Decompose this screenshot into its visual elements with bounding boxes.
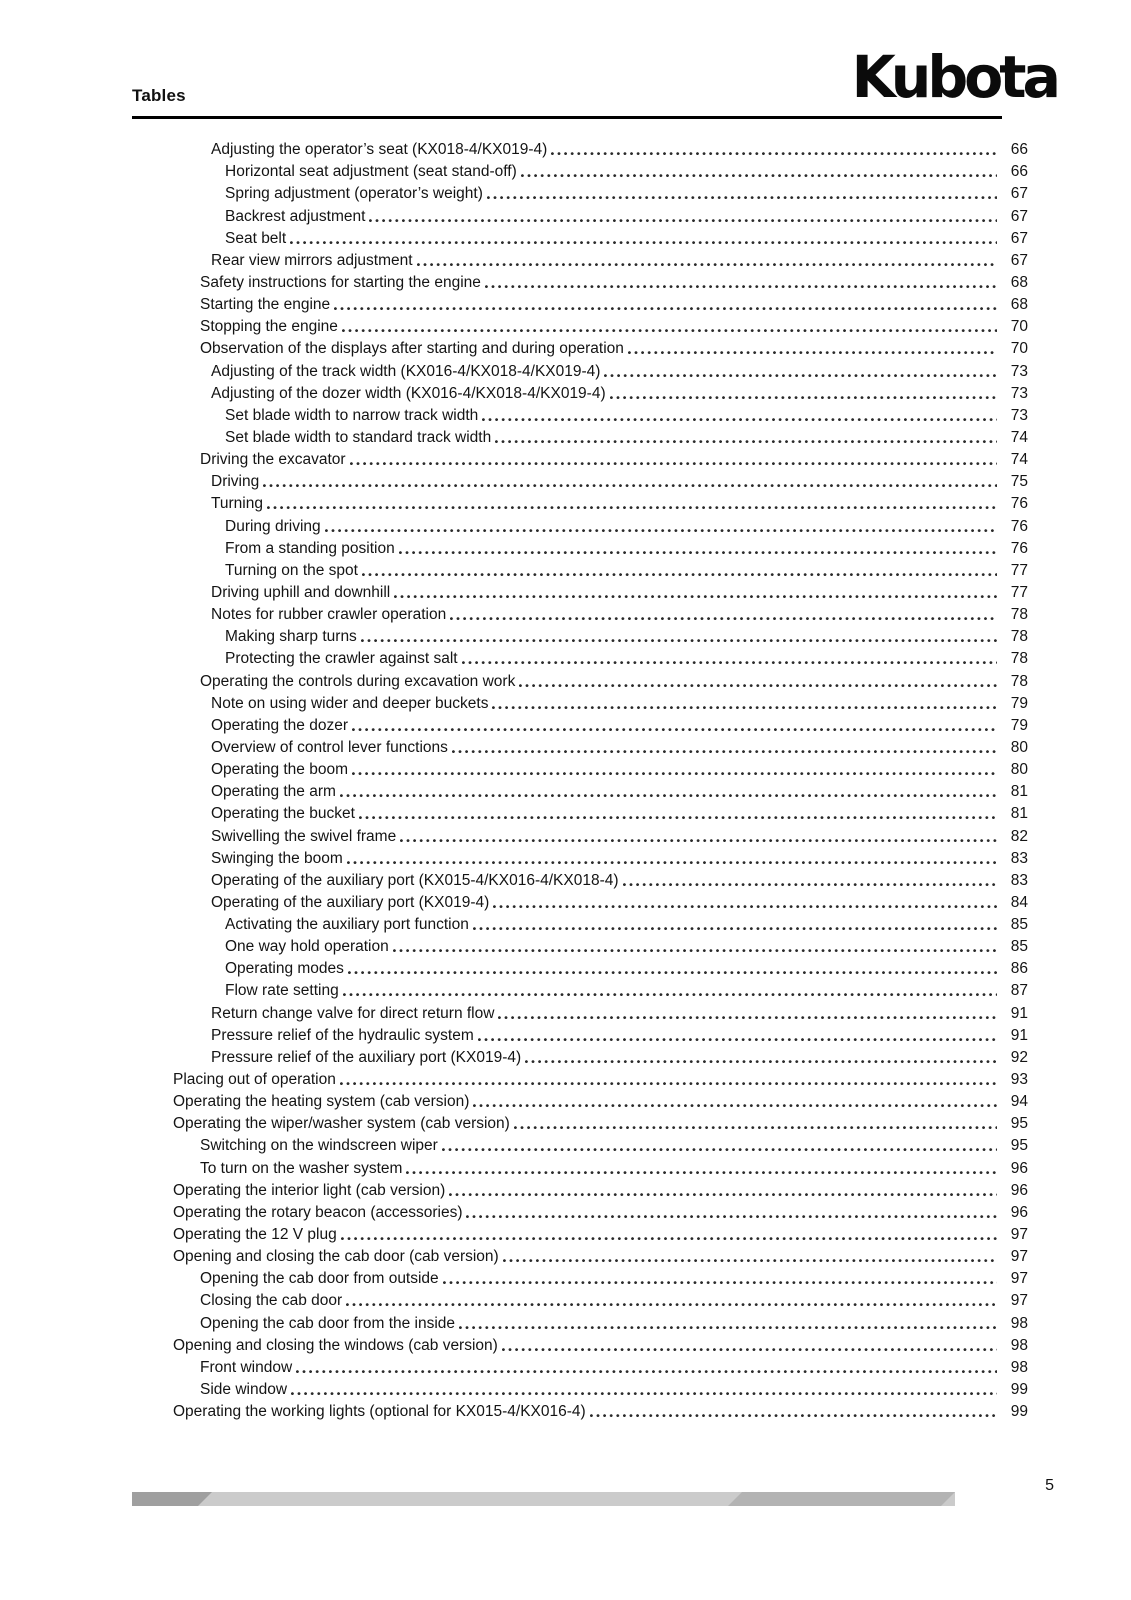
toc-entry[interactable]: [132, 869, 1028, 891]
toc-entry-page: 85: [1010, 916, 1028, 934]
dot-leader: [623, 883, 997, 887]
toc-entry[interactable]: [132, 1201, 1028, 1223]
toc-entry-label: Driving uphill and downhill: [211, 583, 391, 601]
dot-leader: [502, 1348, 997, 1352]
toc-entry-page: 75: [1010, 473, 1028, 491]
toc-entry-page: 99: [1010, 1403, 1028, 1421]
toc-entry[interactable]: [132, 780, 1028, 802]
toc-entry-page: 79: [1010, 716, 1028, 734]
toc-entry[interactable]: [132, 448, 1028, 470]
dot-leader: [343, 993, 997, 997]
toc-entry-label: Operating the interior light (cab version): [173, 1181, 446, 1199]
toc-entry-page: 66: [1010, 141, 1028, 159]
toc-entry-page: 68: [1010, 273, 1028, 291]
toc-entry-label: Horizontal seat adjustment (seat stand-off): [225, 163, 517, 181]
toc-entry-label: Stopping the engine: [200, 318, 338, 336]
dot-leader: [493, 905, 997, 909]
toc-entry-page: 95: [1010, 1115, 1028, 1133]
toc-entry-page: 80: [1010, 761, 1028, 779]
dot-leader: [359, 816, 997, 820]
toc-entry[interactable]: [132, 1356, 1028, 1378]
toc-entry-page: 78: [1010, 650, 1028, 668]
dot-leader: [325, 529, 997, 533]
toc-entry[interactable]: [132, 359, 1028, 381]
toc-entry[interactable]: [132, 1024, 1028, 1046]
toc-entry-label: Seat belt: [225, 229, 287, 247]
dot-leader: [551, 152, 997, 156]
toc-entry[interactable]: [132, 647, 1028, 669]
toc-entry-page: 77: [1010, 561, 1028, 579]
toc-entry-page: 68: [1010, 296, 1028, 314]
toc-entry-label: Opening the cab door from the inside: [200, 1314, 456, 1332]
dot-leader: [290, 241, 997, 245]
toc-entry-label: Operating the working lights (optional for KX015-4/KX016-4): [173, 1403, 586, 1421]
toc-entry[interactable]: [132, 138, 1028, 160]
toc-entry-label: Safety instructions for starting the engine: [200, 273, 481, 291]
toc-entry-page: 77: [1010, 583, 1028, 601]
toc-entry[interactable]: [132, 1223, 1028, 1245]
toc-entry[interactable]: [132, 1334, 1028, 1356]
toc-entry-label: Operating of the auxiliary port (KX019-4): [211, 893, 490, 911]
dot-leader: [342, 329, 997, 333]
toc-entry-label: Operating the dozer: [211, 716, 349, 734]
toc-entry-label: Switching on the windscreen wiper: [200, 1137, 438, 1155]
dot-leader: [449, 1193, 997, 1197]
toc-entry-label: Operating of the auxiliary port (KX015-4/KX016-4/KX018-4): [211, 871, 619, 889]
toc-entry-label: Backrest adjustment: [225, 207, 366, 225]
toc-entry[interactable]: [132, 1267, 1028, 1289]
dot-leader: [525, 1060, 997, 1064]
toc-entry-page: 73: [1010, 384, 1028, 402]
toc-entry[interactable]: [132, 470, 1028, 492]
toc-entry-label: To turn on the washer system: [200, 1159, 403, 1177]
toc-entry-label: Operating the boom: [211, 761, 349, 779]
toc-entry-label: Note on using wider and deeper buckets: [211, 694, 489, 712]
toc-entry-page: 81: [1010, 805, 1028, 823]
decoration-segment-mid: [728, 1492, 955, 1506]
toc-entry[interactable]: [132, 802, 1028, 824]
toc-entry[interactable]: [132, 824, 1028, 846]
toc-entry-page: 86: [1010, 960, 1028, 978]
toc-entry[interactable]: [132, 847, 1028, 869]
toc-entry-label: Operating the wiper/washer system (cab version): [173, 1115, 510, 1133]
toc-entry-page: 97: [1010, 1248, 1028, 1266]
toc-entry-label: Notes for rubber crawler operation: [211, 606, 447, 624]
toc-entry-label: Set blade width to standard track width: [225, 428, 492, 446]
dot-leader: [495, 440, 997, 444]
toc-entry-page: 96: [1010, 1181, 1028, 1199]
toc-entry-label: Operating the bucket: [211, 805, 355, 823]
toc-entry-label: Side window: [200, 1381, 288, 1399]
dot-leader: [347, 861, 997, 865]
toc-entry[interactable]: [132, 559, 1028, 581]
toc-entry-page: 98: [1010, 1358, 1028, 1376]
toc-entry[interactable]: [132, 315, 1028, 337]
toc-entry-page: 96: [1010, 1203, 1028, 1221]
toc-entry-label: Adjusting of the track width (KX016-4/KX018-4/KX019-4): [211, 362, 601, 380]
toc-entry-label: Adjusting of the dozer width (KX016-4/KX018-4/KX019-4): [211, 384, 606, 402]
toc-entry-page: 93: [1010, 1071, 1028, 1089]
toc-entry-page: 97: [1010, 1292, 1028, 1310]
dot-leader: [610, 396, 997, 400]
toc-entry-page: 98: [1010, 1314, 1028, 1332]
toc-entry-page: 66: [1010, 163, 1028, 181]
dot-leader: [399, 551, 997, 555]
dot-leader: [487, 196, 997, 200]
toc-entry-label: Opening and closing the windows (cab version): [173, 1336, 498, 1354]
toc-entry[interactable]: [132, 1289, 1028, 1311]
dot-leader: [521, 174, 997, 178]
toc-entry-label: Set blade width to narrow track width: [225, 406, 479, 424]
dot-leader: [340, 794, 997, 798]
toc-entry[interactable]: [132, 1046, 1028, 1068]
dot-leader: [291, 1392, 997, 1396]
toc-entry[interactable]: [132, 1090, 1028, 1112]
toc-entry[interactable]: [132, 979, 1028, 1001]
toc-entry-page: 83: [1010, 849, 1028, 867]
toc-entry[interactable]: [132, 935, 1028, 957]
toc-entry-page: 92: [1010, 1048, 1028, 1066]
toc-entry-label: Observation of the displays after starting and during operation: [200, 340, 624, 358]
dot-leader: [482, 418, 997, 422]
toc-entry[interactable]: [132, 625, 1028, 647]
dot-leader: [362, 573, 997, 577]
toc-entry-page: 78: [1010, 606, 1028, 624]
toc-entry-label: Starting the engine: [200, 296, 331, 314]
dot-leader: [503, 1259, 997, 1263]
dot-leader: [450, 617, 997, 621]
toc-entry[interactable]: [132, 669, 1028, 691]
toc-entry-page: 85: [1010, 938, 1028, 956]
dot-leader: [350, 462, 997, 466]
dot-leader: [340, 1082, 997, 1086]
toc-list: [132, 138, 1028, 1422]
toc-entry[interactable]: [132, 1068, 1028, 1090]
toc-entry-page: 76: [1010, 495, 1028, 513]
toc-entry-label: Operating the heating system (cab version): [173, 1093, 470, 1111]
dot-leader: [393, 949, 997, 953]
toc-entry[interactable]: [132, 426, 1028, 448]
toc-entry-label: Adjusting the operator’s seat (KX018-4/KX019-4): [211, 141, 548, 159]
dot-leader: [406, 1171, 997, 1175]
dot-leader: [334, 307, 997, 311]
toc-entry-label: Activating the auxiliary port function: [225, 916, 469, 934]
header-rule: [132, 116, 1002, 119]
toc-entry-page: 94: [1010, 1093, 1028, 1111]
toc-entry[interactable]: [132, 204, 1028, 226]
toc-entry[interactable]: [132, 1001, 1028, 1023]
toc-entry-page: 96: [1010, 1159, 1028, 1177]
toc-entry-page: 97: [1010, 1270, 1028, 1288]
dot-leader: [394, 595, 997, 599]
toc-entry[interactable]: [132, 913, 1028, 935]
footer-page-number: 5: [1045, 1477, 1054, 1494]
toc-entry[interactable]: [132, 404, 1028, 426]
dot-leader: [267, 506, 997, 510]
dot-leader: [442, 1148, 997, 1152]
footer-decoration: [132, 1492, 955, 1506]
toc-entry[interactable]: [132, 271, 1028, 293]
dot-leader: [341, 1237, 997, 1241]
dot-leader: [296, 1370, 997, 1374]
toc-entry-page: 84: [1010, 893, 1028, 911]
toc-entry[interactable]: [132, 337, 1028, 359]
dot-leader: [352, 728, 997, 732]
dot-leader: [462, 661, 997, 665]
toc-entry-label: Swivelling the swivel frame: [211, 827, 397, 845]
toc-entry[interactable]: [132, 537, 1028, 559]
toc-entry-page: 73: [1010, 362, 1028, 380]
toc-entry-page: 79: [1010, 694, 1028, 712]
toc-entry-page: 67: [1010, 207, 1028, 225]
dot-leader: [519, 684, 997, 688]
toc-entry[interactable]: [132, 492, 1028, 514]
dot-leader: [400, 839, 997, 843]
decoration-segment-light: [132, 1492, 732, 1506]
toc-entry-label: Opening the cab door from outside: [200, 1270, 439, 1288]
decoration-segment-dark: [132, 1492, 212, 1506]
toc-entry[interactable]: [132, 714, 1028, 736]
toc-entry[interactable]: [132, 1156, 1028, 1178]
toc-entry-label: Front window: [200, 1358, 293, 1376]
toc-entry-label: From a standing position: [225, 539, 395, 557]
toc-entry-label: Flow rate setting: [225, 982, 339, 1000]
toc-entry-page: 74: [1010, 451, 1028, 469]
toc-entry[interactable]: [132, 581, 1028, 603]
toc-entry-label: One way hold operation: [225, 938, 389, 956]
toc-entry[interactable]: [132, 603, 1028, 625]
dot-leader: [369, 219, 997, 223]
dot-leader: [473, 1104, 997, 1108]
toc-entry-page: 98: [1010, 1336, 1028, 1354]
toc-entry[interactable]: [132, 891, 1028, 913]
dot-leader: [473, 927, 997, 931]
toc-entry-label: Closing the cab door: [200, 1292, 343, 1310]
toc-entry[interactable]: [132, 182, 1028, 204]
toc-entry-label: Protecting the crawler against salt: [225, 650, 458, 668]
dot-leader: [346, 1303, 997, 1307]
toc-entry-page: 87: [1010, 982, 1028, 1000]
toc-entry[interactable]: [132, 1311, 1028, 1333]
toc-entry-page: 70: [1010, 340, 1028, 358]
dot-leader: [452, 750, 997, 754]
toc-entry[interactable]: [132, 160, 1028, 182]
toc-entry[interactable]: [132, 692, 1028, 714]
dot-leader: [478, 1038, 997, 1042]
toc-entry[interactable]: [132, 1400, 1028, 1422]
toc-entry-page: 67: [1010, 229, 1028, 247]
dot-leader: [459, 1326, 997, 1330]
toc-entry-label: Placing out of operation: [173, 1071, 336, 1089]
toc-entry-label: Pressure relief of the auxiliary port (KX019-4): [211, 1048, 522, 1066]
dot-leader: [263, 484, 997, 488]
page-title: Tables: [132, 86, 186, 105]
toc-entry-page: 67: [1010, 251, 1028, 269]
toc-entry-label: Opening and closing the cab door (cab version): [173, 1248, 499, 1266]
toc-entry-label: Return change valve for direct return flow: [211, 1004, 495, 1022]
toc-entry-label: Spring adjustment (operator’s weight): [225, 185, 483, 203]
toc-entry-page: 78: [1010, 672, 1028, 690]
toc-entry[interactable]: [132, 514, 1028, 536]
toc-entry[interactable]: [132, 293, 1028, 315]
dot-leader: [485, 285, 997, 289]
toc-entry[interactable]: [132, 1245, 1028, 1267]
toc-entry[interactable]: [132, 957, 1028, 979]
dot-leader: [628, 351, 997, 355]
toc-entry-label: Operating the rotary beacon (accessories): [173, 1203, 463, 1221]
dot-leader: [492, 706, 997, 710]
toc-entry-page: 67: [1010, 185, 1028, 203]
toc-entry-page: 76: [1010, 517, 1028, 535]
dot-leader: [514, 1126, 997, 1130]
toc-entry-page: 97: [1010, 1226, 1028, 1244]
toc-entry-page: 82: [1010, 827, 1028, 845]
toc-entry-label: During driving: [225, 517, 321, 535]
dot-leader: [604, 374, 997, 378]
toc-entry-label: Operating the controls during excavation work: [200, 672, 516, 690]
toc-entry-label: Turning: [211, 495, 263, 513]
toc-entry-page: 76: [1010, 539, 1028, 557]
toc-entry[interactable]: [132, 1179, 1028, 1201]
toc-entry[interactable]: [132, 1134, 1028, 1156]
dot-leader: [590, 1414, 997, 1418]
kubota-logo: Kubota: [851, 44, 1057, 112]
toc-entry-label: Operating the arm: [211, 783, 336, 801]
toc-entry-page: 99: [1010, 1381, 1028, 1399]
toc-entry[interactable]: [132, 1112, 1028, 1134]
toc-entry[interactable]: [132, 758, 1028, 780]
dot-leader: [498, 1016, 997, 1020]
dot-leader: [352, 772, 997, 776]
toc-entry-page: 80: [1010, 738, 1028, 756]
dot-leader: [443, 1281, 997, 1285]
toc-entry-page: 78: [1010, 628, 1028, 646]
toc-entry[interactable]: [132, 382, 1028, 404]
toc-entry-label: Driving: [211, 473, 260, 491]
dot-leader: [361, 639, 997, 643]
dot-leader: [466, 1215, 997, 1219]
toc-entry-page: 81: [1010, 783, 1028, 801]
toc-entry-label: Rear view mirrors adjustment: [211, 251, 413, 269]
toc-entry[interactable]: [132, 1378, 1028, 1400]
dot-leader: [348, 971, 997, 975]
toc-entry-page: 73: [1010, 406, 1028, 424]
toc-entry-page: 74: [1010, 428, 1028, 446]
toc-entry[interactable]: [132, 227, 1028, 249]
toc-entry-page: 91: [1010, 1026, 1028, 1044]
toc-entry-page: 95: [1010, 1137, 1028, 1155]
toc-entry-label: Swinging the boom: [211, 849, 343, 867]
toc-entry-label: Operating modes: [225, 960, 344, 978]
dot-leader: [417, 263, 997, 267]
toc-entry-page: 91: [1010, 1004, 1028, 1022]
toc-entry-label: Turning on the spot: [225, 561, 358, 579]
toc-entry[interactable]: [132, 736, 1028, 758]
toc-entry-label: Driving the excavator: [200, 451, 346, 469]
toc-entry-label: Pressure relief of the hydraulic system: [211, 1026, 474, 1044]
toc-entry-page: 70: [1010, 318, 1028, 336]
toc-entry-label: Operating the 12 V plug: [173, 1226, 337, 1244]
toc-entry[interactable]: [132, 249, 1028, 271]
toc-entry-label: Overview of control lever functions: [211, 738, 448, 756]
toc-entry-page: 83: [1010, 871, 1028, 889]
toc-entry-label: Making sharp turns: [225, 628, 357, 646]
